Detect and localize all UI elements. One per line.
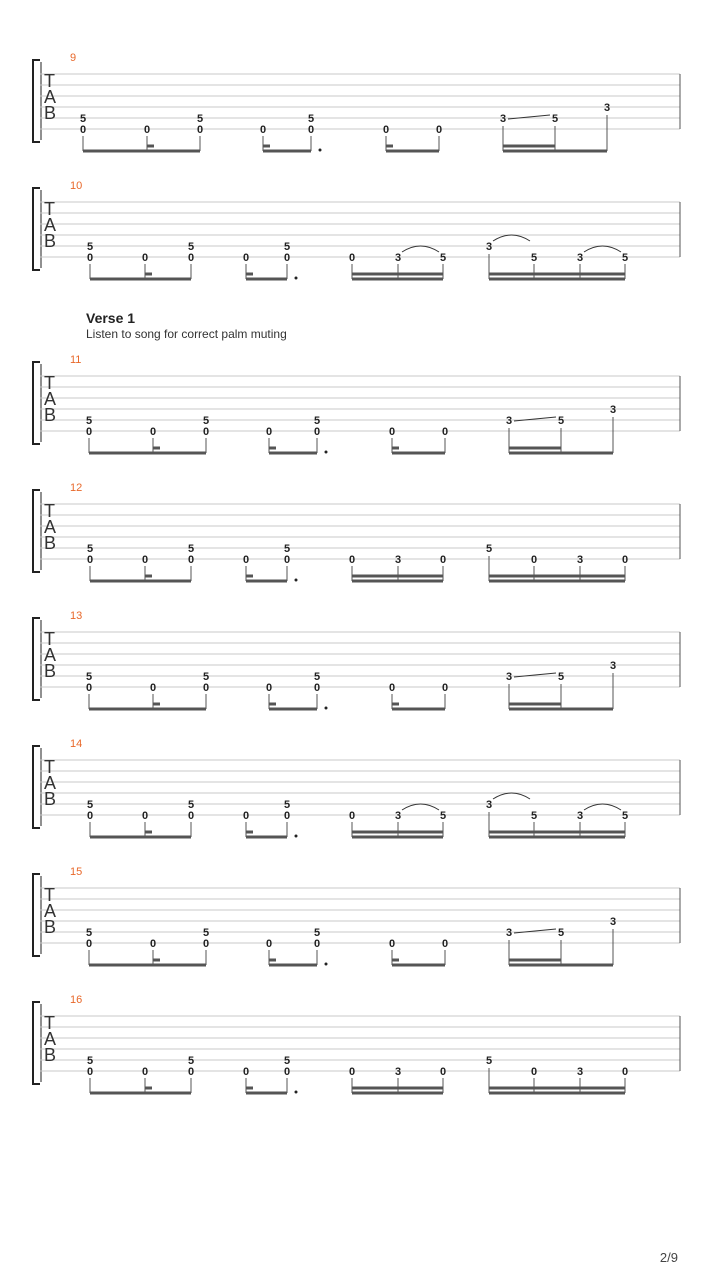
fret-number: 3	[505, 415, 513, 427]
fret-number: 5	[283, 1055, 291, 1067]
fret-number: 3	[505, 927, 513, 939]
fret-number: 5	[313, 415, 321, 427]
fret-number: 3	[609, 660, 617, 672]
fret-number: 5	[202, 415, 210, 427]
fret-number: 0	[149, 938, 157, 950]
fret-number: 0	[441, 682, 449, 694]
tab-clef-letter: B	[44, 789, 57, 809]
tab-clef-letter: T	[44, 501, 55, 521]
fret-number: 0	[348, 810, 356, 822]
fret-number: 0	[313, 682, 321, 694]
fret-number: 0	[283, 554, 291, 566]
fret-number: 3	[576, 252, 584, 264]
tab-clef-letter: T	[44, 757, 55, 777]
fret-number: 0	[388, 682, 396, 694]
fret-number: 0	[621, 1066, 629, 1078]
fret-number: 0	[85, 682, 93, 694]
tab-clef-letter: A	[44, 1029, 57, 1049]
staff-bracket	[33, 1002, 40, 1084]
fret-number: 0	[313, 426, 321, 438]
fret-number: 5	[85, 927, 93, 939]
fret-number: 0	[382, 124, 390, 136]
fret-number: 0	[187, 810, 195, 822]
fret-number: 0	[141, 810, 149, 822]
fret-number: 5	[551, 113, 559, 125]
fret-number: 0	[530, 1066, 538, 1078]
fret-number: 5	[202, 927, 210, 939]
tab-clef-letter: T	[44, 629, 55, 649]
tab-clef-letter: A	[44, 901, 57, 921]
tab-clef-letter: A	[44, 87, 57, 107]
fret-number: 5	[187, 543, 195, 555]
fret-number: 0	[187, 554, 195, 566]
fret-number: 0	[259, 124, 267, 136]
fret-number: 5	[485, 1055, 493, 1067]
rhythm-dot	[295, 1091, 298, 1094]
fret-number: 0	[242, 252, 250, 264]
fret-number: 0	[202, 938, 210, 950]
fret-number: 5	[187, 241, 195, 253]
tab-clef-letter: B	[44, 103, 57, 123]
fret-number: 0	[85, 938, 93, 950]
fret-number: 3	[576, 810, 584, 822]
fret-number: 0	[86, 1066, 94, 1078]
fret-number: 5	[283, 241, 291, 253]
section-note: Listen to song for correct palm muting	[86, 327, 287, 341]
fret-number: 0	[348, 252, 356, 264]
fret-number: 0	[202, 426, 210, 438]
fret-number: 5	[313, 927, 321, 939]
section-title: Verse 1	[86, 310, 136, 326]
fret-number: 3	[609, 404, 617, 416]
tab-clef-letter: A	[44, 773, 57, 793]
measure-number: 10	[70, 180, 83, 192]
fret-number: 5	[86, 799, 94, 811]
measure-number: 13	[70, 610, 83, 622]
fret-number: 0	[439, 554, 447, 566]
fret-number: 5	[485, 543, 493, 555]
fret-number: 3	[505, 671, 513, 683]
fret-number: 5	[86, 543, 94, 555]
fret-number: 5	[196, 113, 204, 125]
fret-number: 5	[557, 927, 565, 939]
fret-number: 3	[485, 241, 493, 253]
fret-number: 5	[557, 415, 565, 427]
fret-number: 5	[85, 671, 93, 683]
fret-number: 0	[86, 810, 94, 822]
fret-number: 0	[435, 124, 443, 136]
fret-number: 0	[313, 938, 321, 950]
fret-number: 0	[85, 426, 93, 438]
fret-number: 0	[86, 554, 94, 566]
tab-clef-letter: T	[44, 885, 55, 905]
tab-clef-letter: A	[44, 389, 57, 409]
measure-number: 16	[70, 994, 83, 1006]
fret-number: 5	[86, 1055, 94, 1067]
tab-clef-letter: T	[44, 199, 55, 219]
tab-clef-letter: B	[44, 661, 57, 681]
fret-number: 0	[149, 426, 157, 438]
fret-number: 5	[85, 415, 93, 427]
measure-number: 14	[70, 738, 83, 750]
fret-number: 0	[441, 938, 449, 950]
fret-number: 3	[499, 113, 507, 125]
fret-number: 0	[388, 938, 396, 950]
fret-number: 0	[439, 1066, 447, 1078]
fret-number: 0	[265, 682, 273, 694]
fret-number: 5	[187, 1055, 195, 1067]
fret-number: 5	[439, 252, 447, 264]
fret-number: 0	[141, 252, 149, 264]
fret-number: 0	[79, 124, 87, 136]
fret-number: 0	[388, 426, 396, 438]
fret-number: 3	[485, 799, 493, 811]
fret-number: 3	[394, 554, 402, 566]
fret-number: 0	[141, 1066, 149, 1078]
measure-number: 11	[70, 354, 82, 366]
fret-number: 0	[141, 554, 149, 566]
tab-clef-letter: T	[44, 373, 55, 393]
fret-number: 5	[557, 671, 565, 683]
fret-number: 5	[307, 113, 315, 125]
tab-clef-letter: B	[44, 1045, 57, 1065]
fret-number: 5	[621, 810, 629, 822]
fret-number: 3	[576, 1066, 584, 1078]
fret-number: 5	[439, 810, 447, 822]
fret-number: 0	[283, 1066, 291, 1078]
measure-number: 12	[70, 482, 83, 494]
fret-number: 3	[603, 102, 611, 114]
fret-number: 0	[242, 1066, 250, 1078]
fret-number: 0	[149, 682, 157, 694]
tab-clef-letter: B	[44, 231, 57, 251]
tab-clef-letter: T	[44, 71, 55, 91]
fret-number: 5	[530, 810, 538, 822]
fret-number: 0	[348, 554, 356, 566]
fret-number: 5	[313, 671, 321, 683]
measure-number: 15	[70, 866, 83, 878]
fret-number: 0	[348, 1066, 356, 1078]
tab-clef-letter: B	[44, 405, 57, 425]
tab-clef-letter: T	[44, 1013, 55, 1033]
fret-number: 5	[283, 799, 291, 811]
fret-number: 5	[621, 252, 629, 264]
fret-number: 5	[86, 241, 94, 253]
tab-clef-letter: B	[44, 917, 57, 937]
fret-number: 0	[143, 124, 151, 136]
fret-number: 5	[187, 799, 195, 811]
fret-number: 0	[265, 426, 273, 438]
fret-number: 3	[394, 252, 402, 264]
fret-number: 5	[202, 671, 210, 683]
fret-number: 0	[202, 682, 210, 694]
fret-number: 0	[187, 1066, 195, 1078]
tab-clef-letter: A	[44, 645, 57, 665]
fret-number: 0	[283, 810, 291, 822]
fret-number: 0	[242, 810, 250, 822]
measure-number: 9	[70, 52, 77, 64]
fret-number: 5	[283, 543, 291, 555]
fret-number: 0	[265, 938, 273, 950]
fret-number: 0	[86, 252, 94, 264]
fret-number: 0	[530, 554, 538, 566]
tab-clef-letter: A	[44, 215, 57, 235]
fret-number: 3	[394, 810, 402, 822]
fret-number: 0	[307, 124, 315, 136]
fret-number: 3	[609, 916, 617, 928]
fret-number: 0	[196, 124, 204, 136]
page-number: 2/9	[659, 1250, 678, 1265]
fret-number: 0	[621, 554, 629, 566]
fret-number: 3	[576, 554, 584, 566]
fret-number: 0	[187, 252, 195, 264]
fret-number: 5	[530, 252, 538, 264]
fret-number: 0	[283, 252, 291, 264]
fret-number: 0	[441, 426, 449, 438]
fret-number: 3	[394, 1066, 402, 1078]
tab-clef-letter: A	[44, 517, 57, 537]
tab-clef-letter: B	[44, 533, 57, 553]
fret-number: 5	[79, 113, 87, 125]
fret-number: 0	[242, 554, 250, 566]
